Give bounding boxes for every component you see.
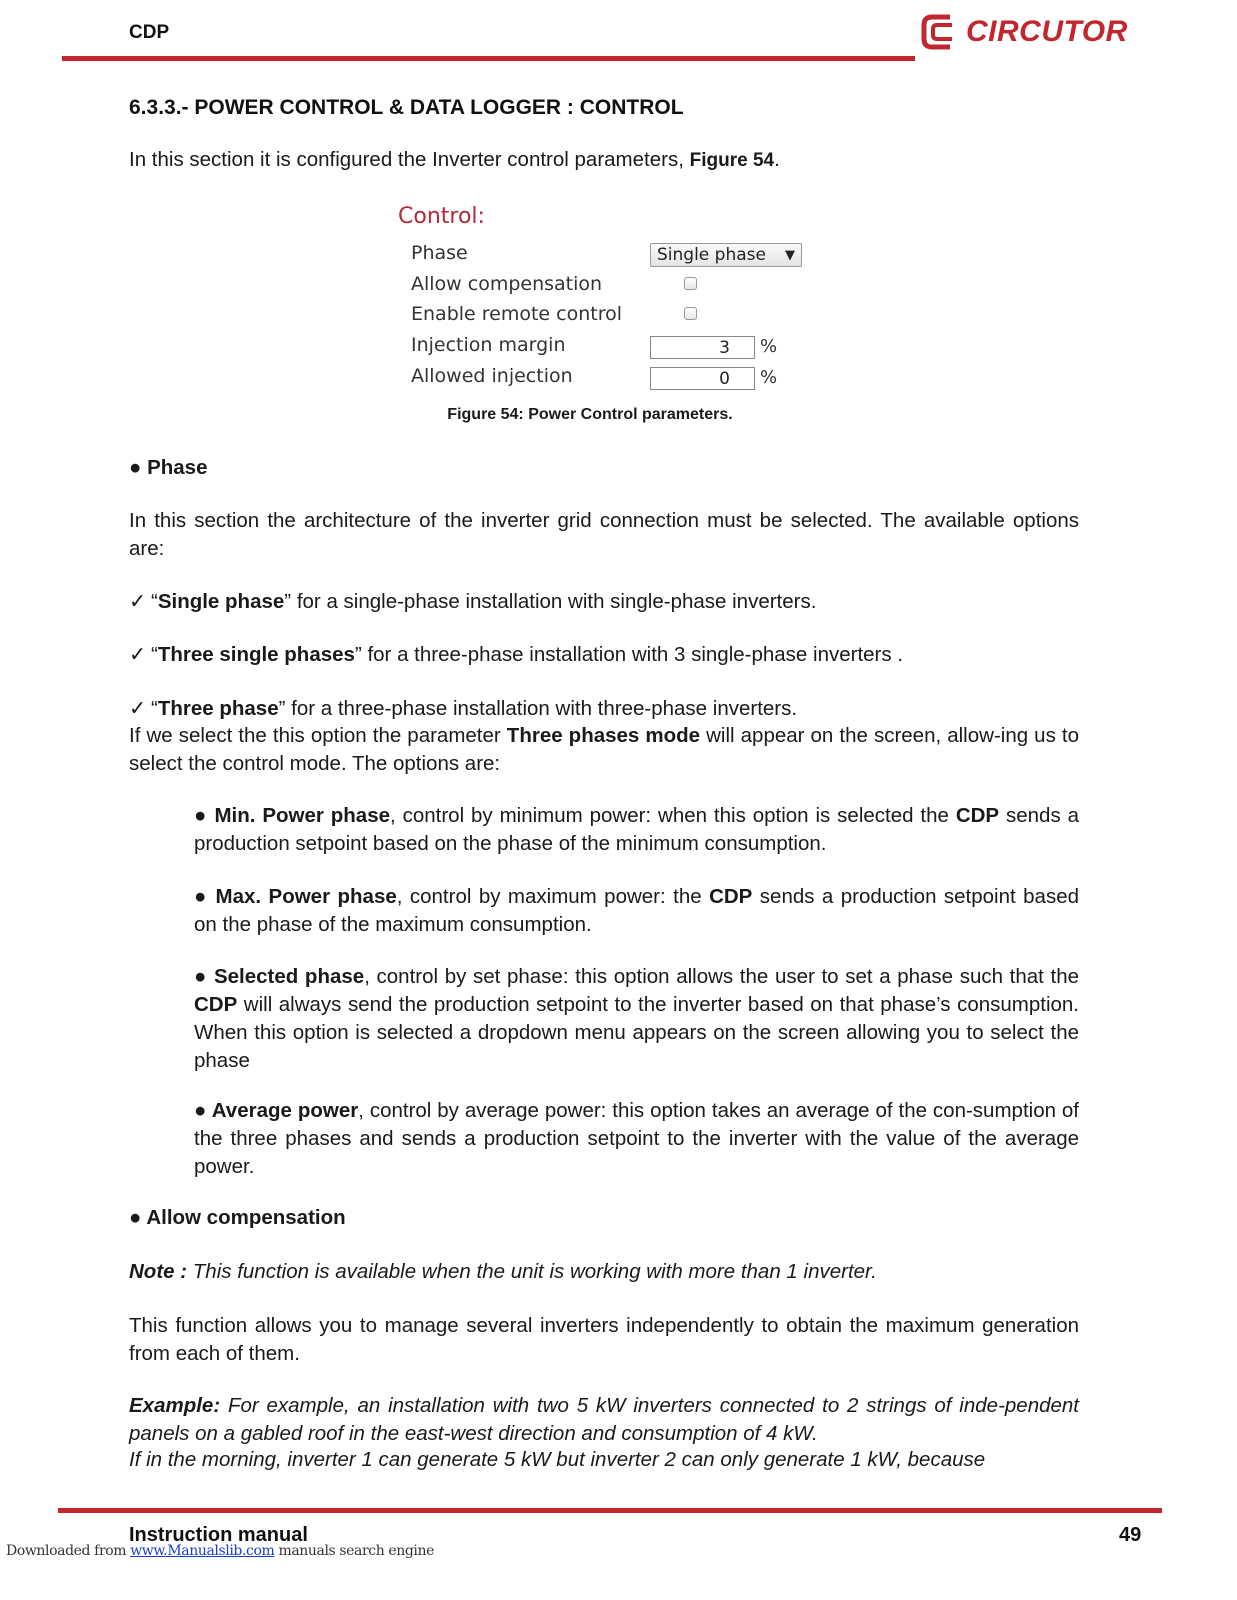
option-three-single-phases (129, 641, 1079, 669)
injection-margin-label: Injection margin (411, 334, 566, 356)
phase-select[interactable] (650, 243, 802, 267)
mode-text: sends a production setpoint based on the phase of the minimum consumption. (194, 804, 1079, 855)
check-icon: ✓ (129, 697, 147, 720)
mode-name: Three phases mode (506, 724, 701, 747)
option-single-phase (129, 588, 1079, 616)
mode-pre: If we select the this option the parameter (129, 724, 507, 747)
enable-remote-checkbox[interactable] (684, 307, 697, 320)
download-post: manuals search engine (274, 1543, 435, 1559)
option-desc: ” for a single-phase installation with single-phase inverters. (284, 590, 817, 613)
example-text: For example, an installation with two 5 kW inverters connected to 2 strings of inde-pendent panels on a gabled roof in the east-west direction and consumption of 4 kW. (129, 1394, 1079, 1445)
header-rule (62, 56, 915, 61)
three-phases-mode-paragraph (129, 722, 1079, 778)
cdp-term: CDP (955, 804, 1000, 827)
injection-margin-input[interactable]: 3 (650, 336, 755, 359)
chevron-down-icon: ▼ (785, 247, 795, 263)
manualslib-link[interactable]: www.Manualslib.com (130, 1543, 275, 1559)
quote-open: “ (151, 643, 158, 666)
phase-heading: ● Phase (129, 456, 208, 479)
allow-compensation-checkbox[interactable] (684, 277, 697, 290)
footer-rule (58, 1508, 1162, 1513)
mode-text: , control by average power: this option takes an average of the con-sumption of the three phases and sends a production setpoint to the inverter with the value of the average power. (194, 1099, 1080, 1178)
enable-remote-label: Enable remote control (411, 303, 623, 325)
option-name: Three phase (157, 697, 279, 720)
allowed-injection-label: Allowed injection (411, 365, 573, 387)
mode-title: ● Min. Power phase (194, 804, 391, 827)
footer-title: Instruction manual (129, 1524, 308, 1546)
intro-end: . (774, 148, 780, 171)
mode-post: will appear on the screen, allow-ing us to select the control mode. The options are: (129, 724, 1079, 775)
circutor-logo-icon (920, 13, 960, 51)
section-title: 6.3.3.- POWER CONTROL & DATA LOGGER : CONTROL (129, 96, 684, 119)
quote-open: “ (151, 697, 158, 720)
option-desc: ” for a three-phase installation with three-phase inverters. (278, 697, 798, 720)
compensation-heading: ● Allow compensation (129, 1206, 346, 1229)
quote-open: “ (151, 590, 158, 613)
mode-text: , control by set phase: this option allows the user to set a phase such that the (364, 965, 1079, 988)
mode-text: sends a production setpoint based on the phase of the maximum consumption. (194, 885, 1079, 936)
brand-logo (920, 12, 1128, 52)
mode-title: ● Max. Power phase (194, 885, 397, 908)
injection-margin-unit: % (760, 336, 778, 357)
intro-text: In this section it is configured the Inverter control parameters, (129, 148, 690, 171)
mode-text: , control by maximum power: the (396, 885, 710, 908)
figure-ref: Figure 54 (689, 150, 775, 171)
mode-min-power (194, 802, 1079, 858)
check-icon: ✓ (129, 643, 147, 666)
phase-select-value: Single phase (657, 245, 766, 265)
phase-intro: In this section the architecture of the inverter grid connection must be selected. The available options are: (129, 509, 1079, 560)
compensation-example-continued: If in the morning, inverter 1 can generate 5 kW but inverter 2 can only generate 1 kW, because (129, 1448, 986, 1471)
control-panel (398, 204, 818, 404)
allow-compensation-label: Allow compensation (411, 273, 603, 295)
option-three-phase (129, 695, 1079, 723)
header-title: CDP (129, 22, 170, 43)
option-desc: ” for a three-phase installation with 3 single-phase inverters . (354, 643, 904, 666)
mode-text: , control by minimum power: when this option is selected the (390, 804, 956, 827)
check-icon: ✓ (129, 590, 147, 613)
compensation-note (129, 1258, 1079, 1286)
control-title: Control: (398, 204, 485, 229)
brand-name: CIRCUTOR (966, 15, 1128, 48)
mode-average-power (194, 1097, 1079, 1181)
mode-title: ● Selected phase (194, 965, 365, 988)
phase-label: Phase (411, 242, 468, 264)
option-name: Single phase (157, 590, 285, 613)
mode-max-power (194, 883, 1079, 939)
download-pre: Downloaded from (6, 1543, 131, 1559)
mode-selected-phase (194, 963, 1079, 1075)
compensation-body: This function allows you to manage several inverters independently to obtain the maximum generation from each of them. (129, 1314, 1079, 1365)
note-label: Note : (129, 1260, 188, 1283)
cdp-term: CDP (709, 885, 753, 908)
compensation-example (129, 1392, 1079, 1448)
mode-text: will always send the production setpoint to the inverter based on that phase’s consumption. When this option is selected a dropdown menu appears on the screen allowing you to select the phase (194, 993, 1079, 1072)
allowed-injection-unit: % (760, 367, 778, 388)
download-notice (6, 1543, 434, 1559)
figure-caption: Figure 54: Power Control parameters. (447, 406, 733, 423)
cdp-term: CDP (194, 993, 238, 1016)
example-label: Example: (129, 1394, 221, 1417)
note-text: This function is available when the unit is working with more than 1 inverter. (187, 1260, 877, 1283)
page-number: 49 (1119, 1524, 1142, 1546)
intro-paragraph (129, 146, 1079, 175)
mode-title: ● Average power (194, 1099, 359, 1122)
option-name: Three single phases (157, 643, 355, 666)
allowed-injection-input[interactable]: 0 (650, 367, 755, 390)
